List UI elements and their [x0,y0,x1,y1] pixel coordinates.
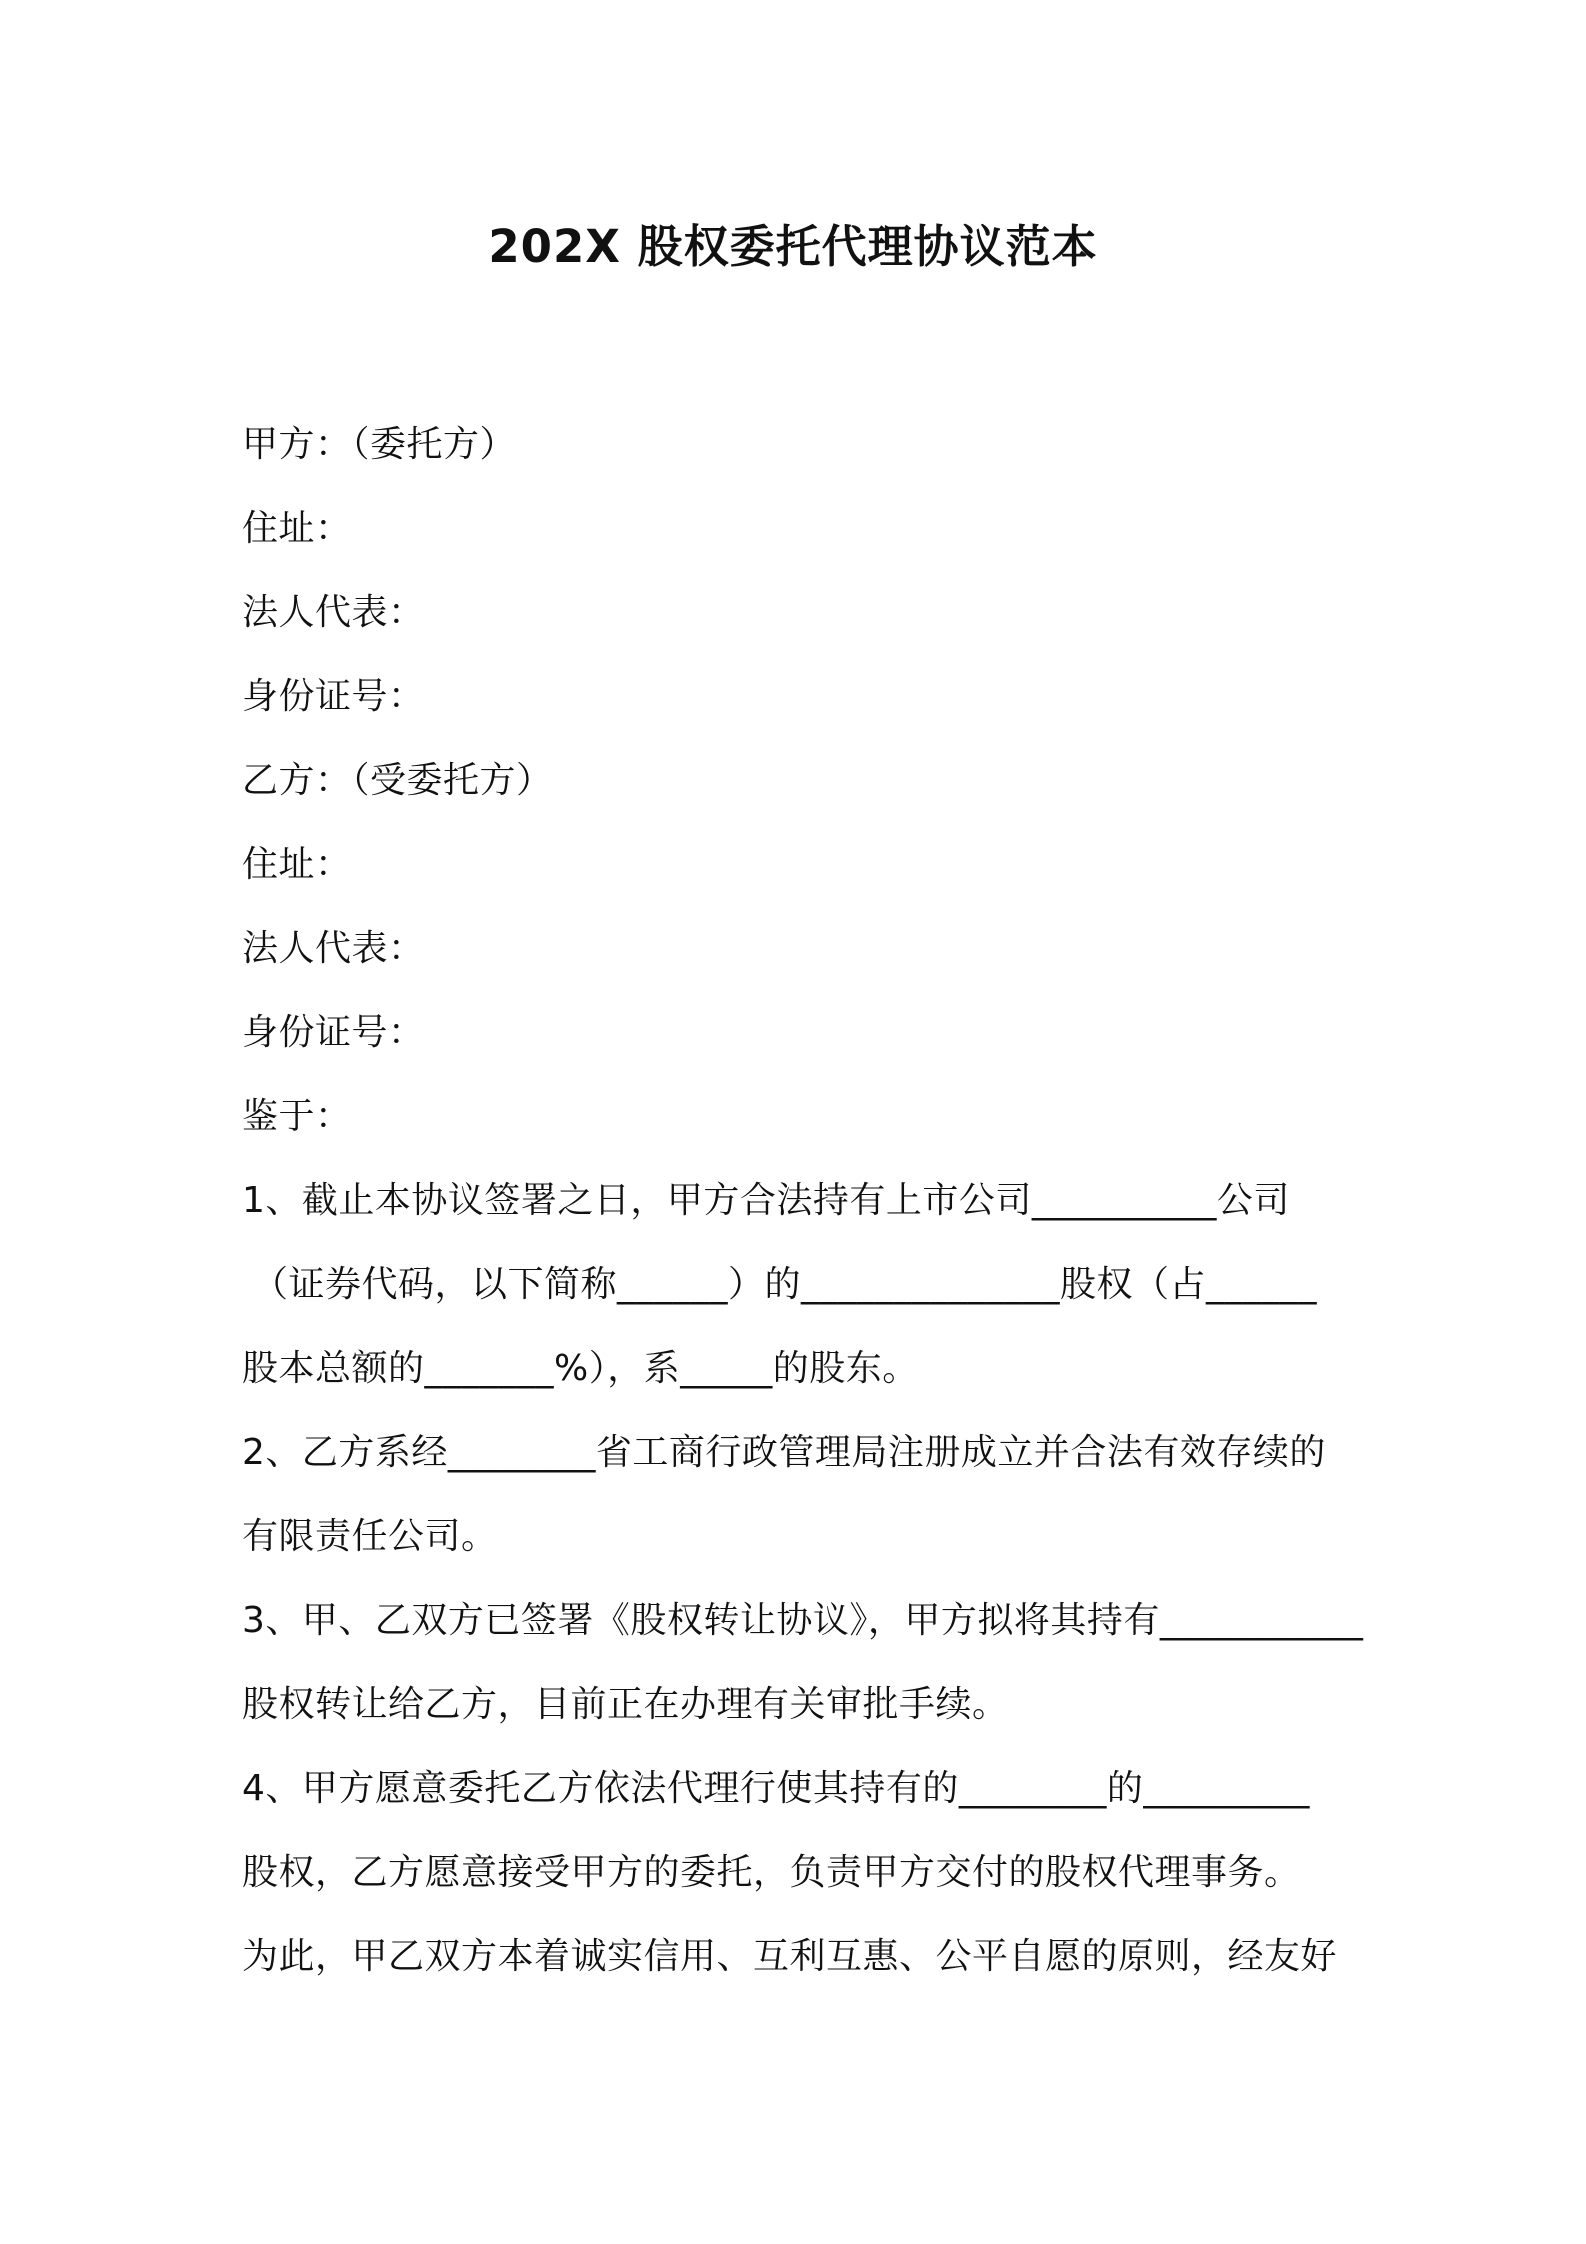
clause-4-line-2: 股权，乙方愿意接受甲方的委托，负责甲方交付的股权代理事务。 [242,1852,1301,1893]
party-b-label: 乙方：（受委托方） [242,760,553,801]
party-a-address: 住址： [242,508,352,549]
clause-3-line-2: 股权转让给乙方，目前正在办理有关审批手续。 [242,1684,1009,1725]
clause-1-line-2: （证券代码，以下简称______）的______________股权（占______ [252,1264,1318,1305]
party-a-legal-rep: 法人代表： [242,592,425,633]
clause-1-line-3: 股本总额的_______%），系_____的股东。 [242,1348,919,1389]
clause-2-line-1: 2、乙方系经________省工商行政管理局注册成立并合法有效存续的 [242,1432,1326,1473]
document-body [242,403,1364,1999]
party-b-legal-rep: 法人代表： [242,928,425,969]
party-b-address: 住址： [242,844,352,885]
closing-paragraph-line-1: 为此，甲乙双方本着诚实信用、互利互惠、公平自愿的原则，经友好 [242,1936,1338,1977]
whereas-heading: 鉴于： [242,1096,352,1137]
clause-3-line-1: 3、甲、乙双方已签署《股权转让协议》，甲方拟将其持有___________ [242,1600,1364,1641]
clause-1-line-1: 1、截止本协议签署之日，甲方合法持有上市公司__________公司 [242,1180,1290,1221]
party-b-id-number: 身份证号： [242,1012,425,1053]
clause-4-line-1: 4、甲方愿意委托乙方依法代理行使其持有的________的_________ [242,1768,1310,1809]
party-a-label: 甲方：（委托方） [242,424,517,465]
clause-2-line-2: 有限责任公司。 [242,1516,498,1557]
document-title: 202X 股权委托代理协议范本 [488,220,1098,273]
party-a-id-number: 身份证号： [242,676,425,717]
